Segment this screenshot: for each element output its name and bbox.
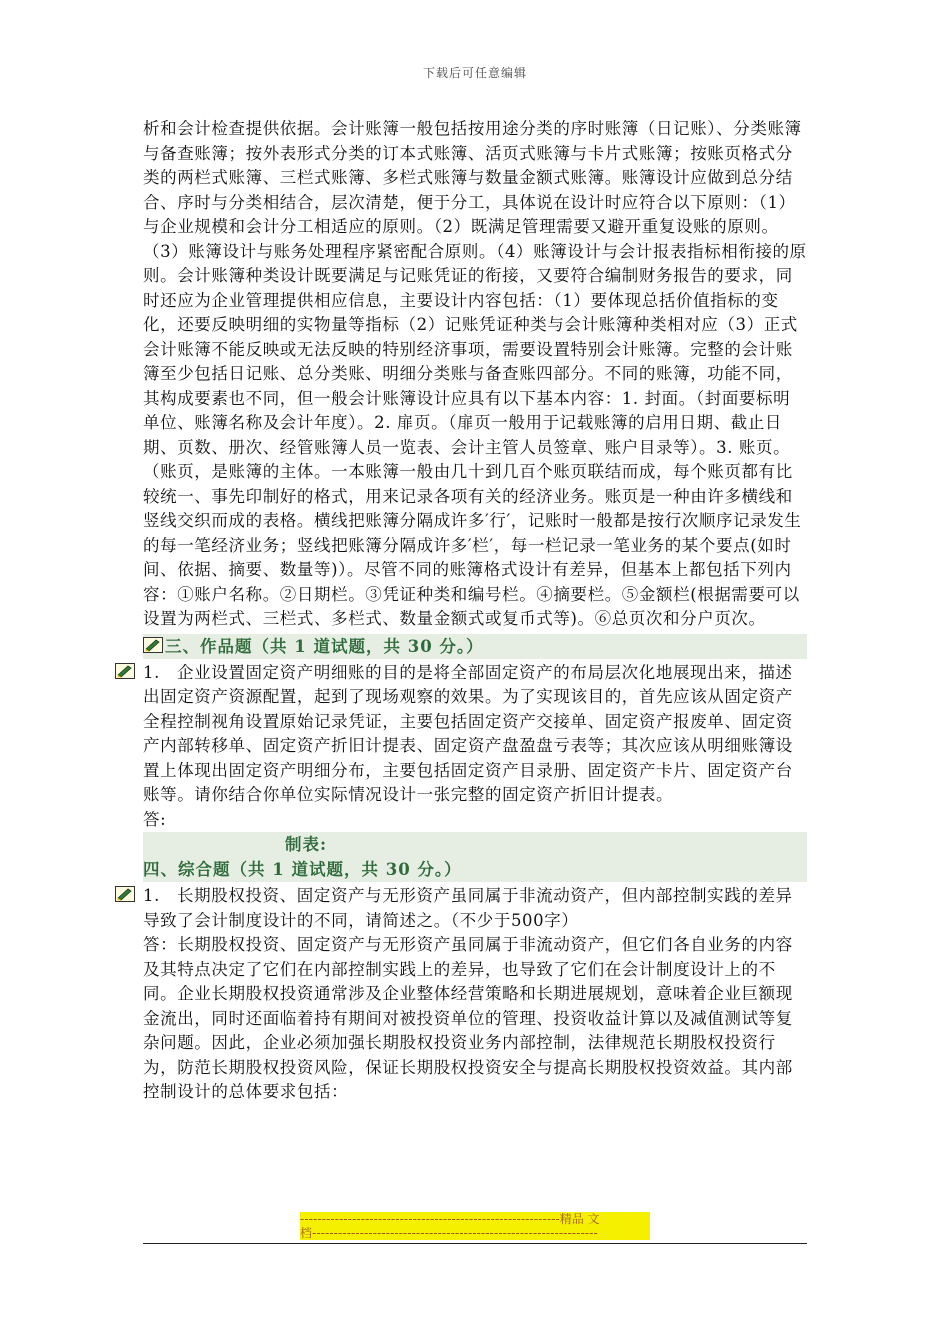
answer-label: 答:: [143, 809, 167, 829]
question-text: 1. 长期股权投资、固定资产与无形资产虽同属于非流动资产，但内部控制实践的差异导致了会计制度设计的不同，请简述之。（不少于500字）: [143, 886, 793, 930]
section-3-question: [143, 661, 807, 833]
section-4-heading: [143, 857, 807, 882]
answer-bar: 制表:: [143, 832, 807, 857]
footer-line-2: 档------------------------------------------------------------------: [300, 1226, 650, 1240]
pencil-note-icon: [143, 637, 163, 653]
section-4-title: 四、综合题（共 1 道试题，共 30 分。）: [143, 860, 462, 879]
section-3-heading: [143, 634, 807, 659]
question-text: 1. 企业设置固定资产明细账的目的是将全部固定资产的布局层次化地展现出来，描述出固定资产资源配置，起到了现场观察的效果。为了实现该目的，首先应该从固定资产全程控制视角设置原始记录凭证，主要包括固定资产交接单、固定资产报废单、固定资产内部转移单、固定资产折旧计提表、固定资产盘盈盘亏表等；其次应该从明细账簿设置上体现出固定资产明细分布，主要包括固定资产目录册、固定资产卡片、固定资产台账等。请你结合你单位实际情况设计一张完整的固定资产折旧计提表。: [143, 662, 793, 804]
intro-paragraph: 析和会计检查提供依据。会计账簿一般包括按用途分类的序时账簿（日记账）、分类账簿与备查账簿；按外表形式分类的订本式账簿、活页式账簿与卡片式账簿；按账页格式分类的两栏式账簿、三栏式账簿、多栏式账簿与数量金额式账簿。账簿设计应做到总分结合、序时与分类相结合，层次清楚，便于分工，具体说在设计时应符合以下原则：（1）与企业规模和会计分工相适应的原则。（2）既满足管理需要又避开重复设账的原则。（3）账簿设计与账务处理程序紧密配合原则。（4）账簿设计与会计报表指标相衔接的原则。会计账簿种类设计既要满足与记账凭证的衔接，又要符合编制财务报告的要求，同时还应为企业管理提供相应信息，主要设计内容包括：（1）要体现总括价值指标的变化，还要反映明细的实物量等指标（2）记账凭证种类与会计账簿种类相对应（3）正式会计账簿不能反映或无法反映的特别经济事项，需要设置特别会计账簿。完整的会计账簿至少包括日记账、总分类账、明细分类账与备查账四部分。不同的账簿，功能不同，其构成要素也不同，但一般会计账簿设计应具有以下基本内容：1. 封面。（封面要标明单位、账簿名称及会计年度）。2. 扉页。（扉页一般用于记载账簿的启用日期、截止日期、页数、册次、经管账簿人员一览表、会计主管人员签章、账户目录等）。3. 账页。（账页，是账簿的主体。一本账簿一般由几十到几百个账页联结而成，每个账页都有比较统一、事先印制好的格式，用来记录各项有关的经济业务。账页是一种由许多横线和竖线交织而成的表格。横线把账簿分隔成许多′行′，记账时一般都是按行次顺序记录发生的每一笔经济业务；竖线把账簿分隔成许多′栏′，每一栏记录一笔业务的某个要点(如时间、依据、摘要、数量等)）。尽管不同的账簿格式设计有差异，但基本上都包括下列内容：①账户名称。②日期栏。③凭证种类和编号栏。④摘要栏。⑤金额栏(根据需要可以设置为两栏式、三栏式、多栏式、数量金额式或复币式等)。⑥总页次和分户页次。: [143, 119, 807, 628]
footer-line-1: ------------------------------------------------------------精品 文: [300, 1212, 650, 1226]
section-4-question: [143, 884, 807, 1105]
pencil-note-icon: [115, 886, 135, 902]
page-header: 下载后可任意编辑: [422, 66, 527, 80]
answer-text: 答：长期股权投资、固定资产与无形资产虽同属于非流动资产，但它们各自业务的内容及其特点决定了它们在内部控制实践上的差异，也导致了它们在会计制度设计上的不同。企业长期股权投资通常涉及企业整体经营策略和长期进展规划，意味着企业巨额现金流出，同时还面临着持有期间对被投资单位的管理、投资收益计算以及减值测试等复杂问题。因此，企业必须加强长期股权投资业务内部控制，法律规范长期股权投资行为，防范长期股权投资风险，保证长期股权投资安全与提高长期股权投资效益。其内部控制设计的总体要求包括：: [143, 935, 793, 1101]
footer-divider: [143, 1243, 807, 1244]
footer-watermark: [300, 1212, 650, 1240]
document-content: [143, 117, 807, 1105]
section-3-title: 三、作品题（共 1 道试题，共 30 分。）: [165, 636, 484, 656]
pencil-note-icon: [115, 663, 135, 679]
